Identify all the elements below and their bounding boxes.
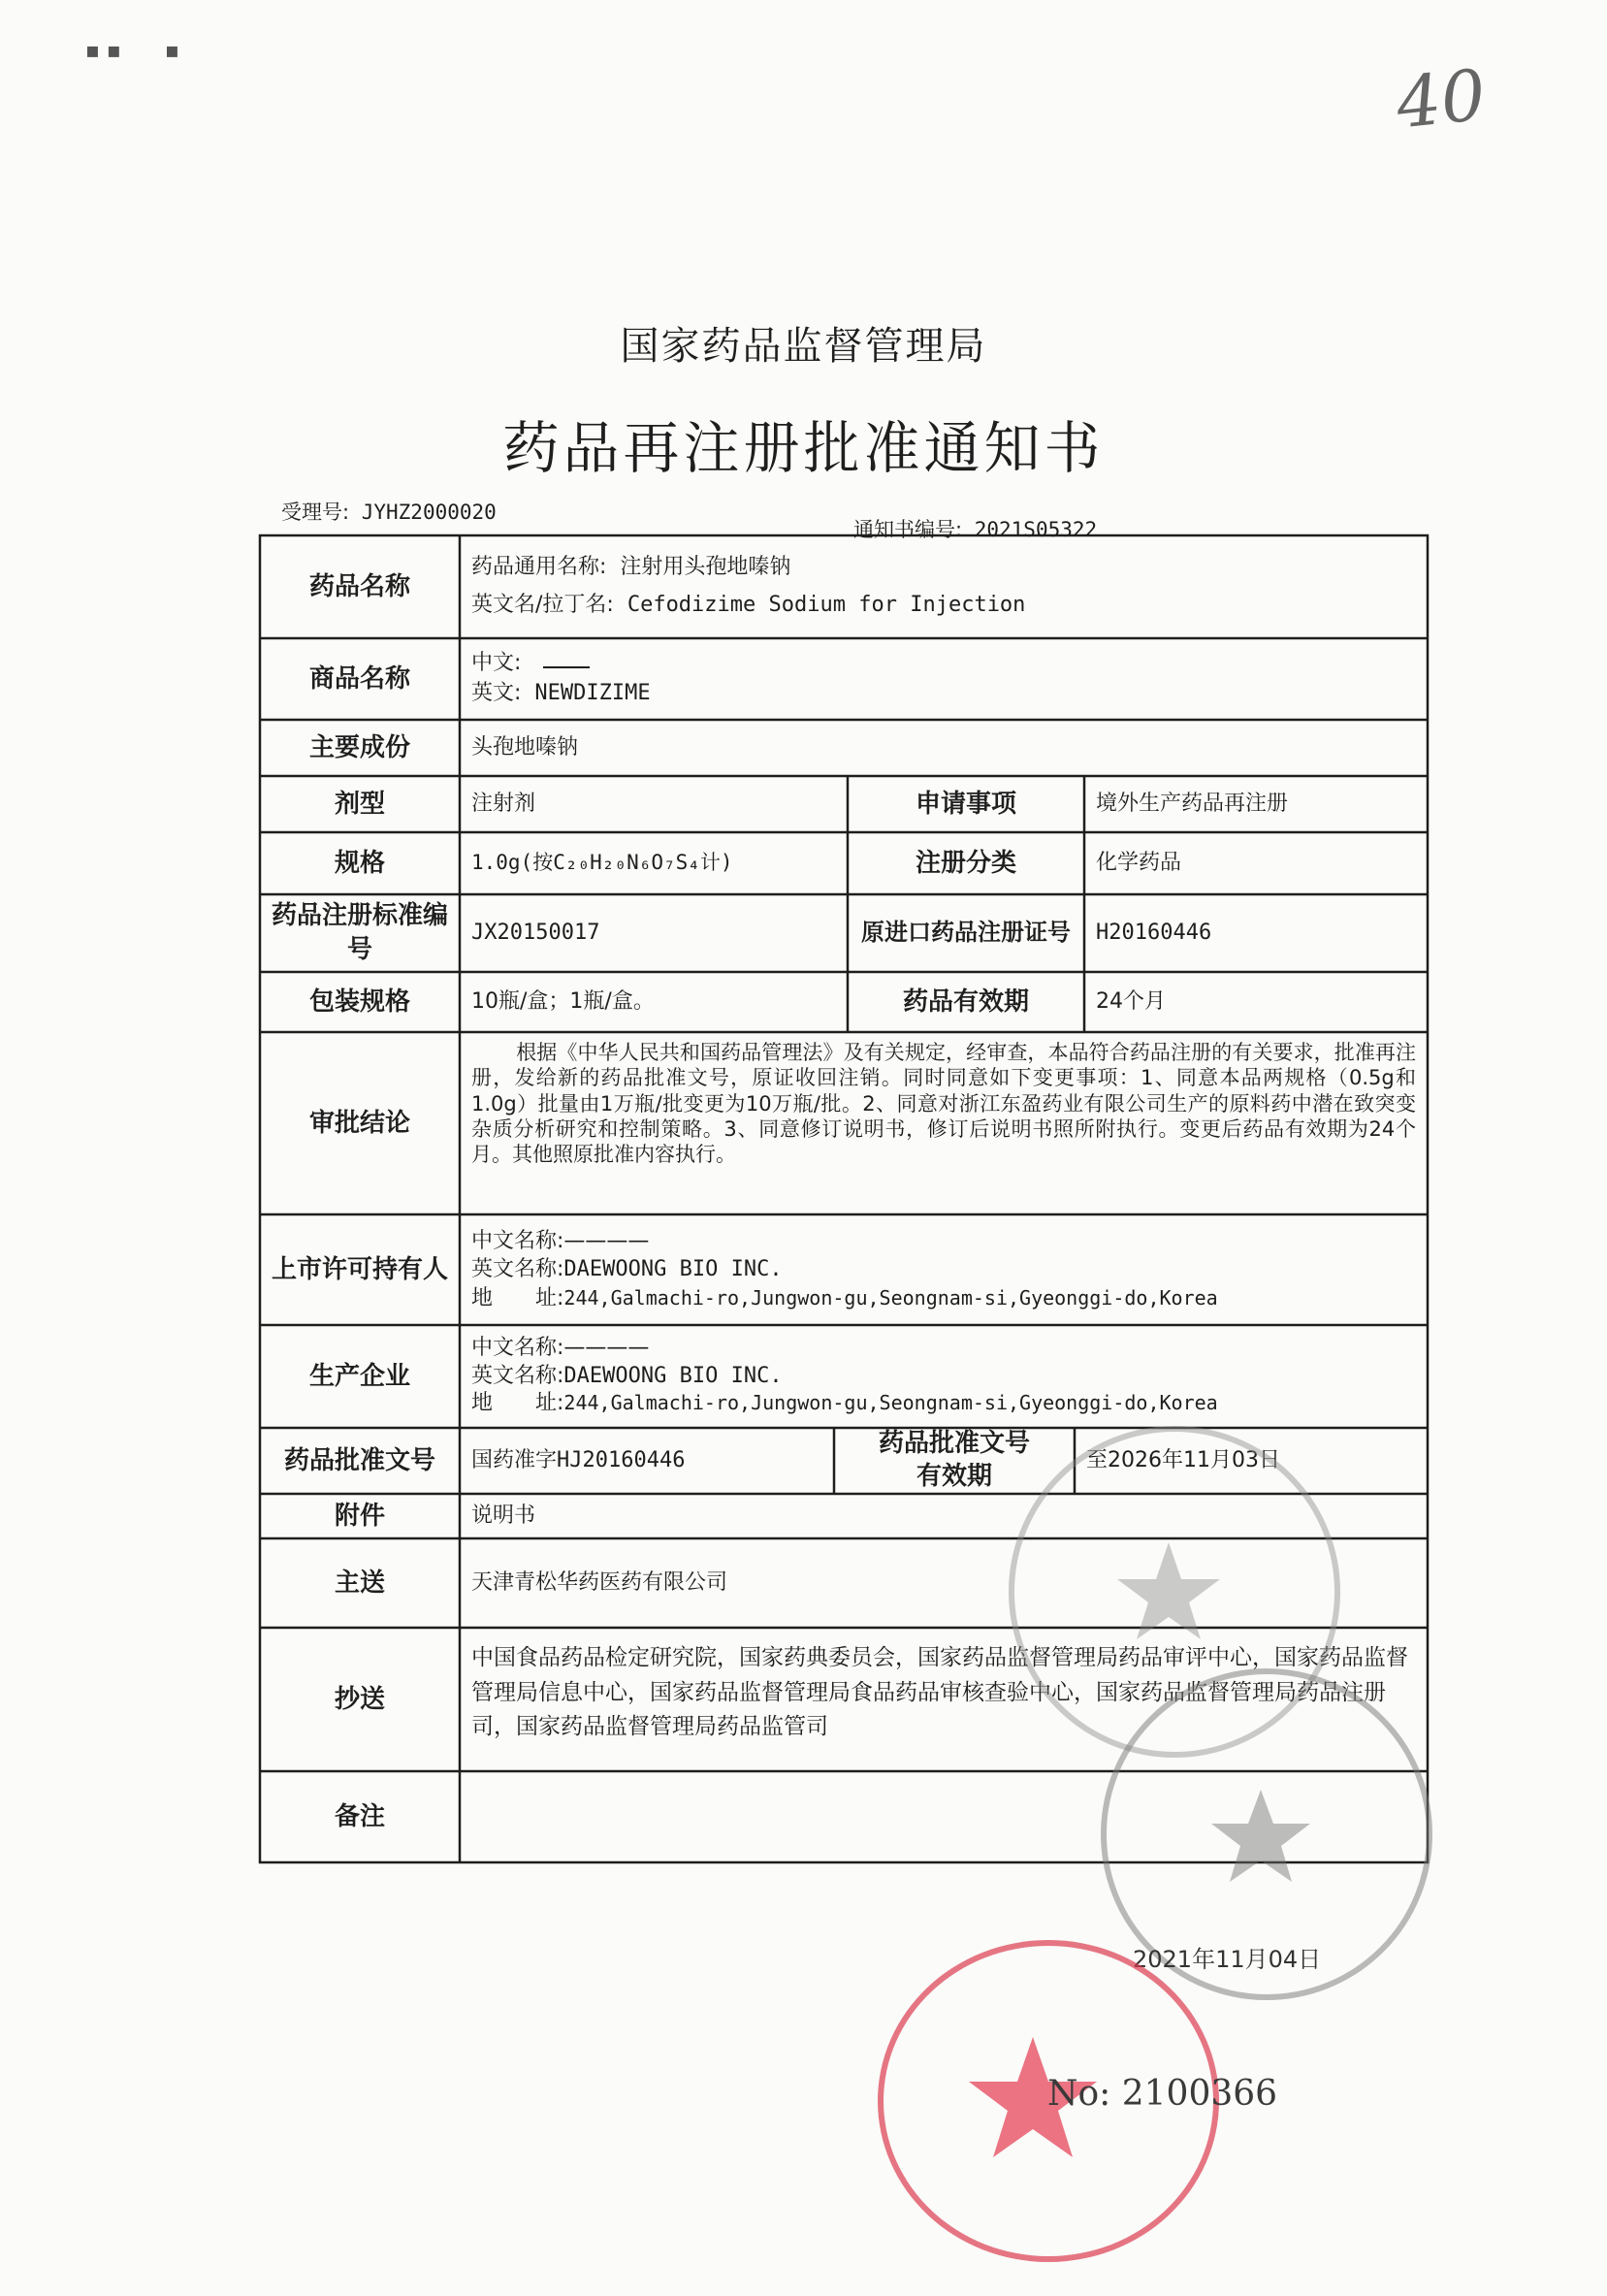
manufacturer-values (460, 1325, 1428, 1428)
attachment-value: 说明书 (471, 1503, 536, 1528)
approval-conclusion-text: 根据《中华人民共和国药品管理法》及有关规定，经审查，本品符合药品注册的有关要求，批准再注册，发给新的药品批准文号，原证收回注销。同时同意如下变更事项：1、同意本品两规格（0.5g和1.0g）批量由1万瓶/批变更为10万瓶/批。2、同意对浙江东盈药业有限公司生产的原料药中潜在致突变杂质分析研究和控制策略。3、同意修订说明书，修订后说明书照所附执行。变更后药品有效期为24个月。其他照原批准内容执行。 (471, 1041, 1416, 1166)
original-import-cert-value: H20160446 (1096, 920, 1212, 945)
manufacturer-en-label: 英文名称: (471, 1363, 564, 1388)
issue-date: 2021年11月04日 (1133, 1946, 1322, 1973)
application-item-value: 境外生产药品再注册 (1096, 791, 1289, 816)
label-dosage-form: 剂型 (334, 789, 385, 819)
notice-label: 通知书编号: (853, 518, 963, 541)
scan-mark: ▪ ▪ (85, 39, 121, 63)
generic-name-line (471, 553, 1428, 583)
trade-name-en-label: 英文: (471, 681, 522, 705)
generic-name-value: 注射用头孢地嗪钠 (620, 555, 791, 580)
drug-name-values (460, 535, 1428, 638)
scan-mark: ▪ (165, 39, 179, 63)
trade-name-en-line (471, 679, 1428, 709)
package-spec-value: 10瓶/盒；1瓶/盒。 (471, 988, 655, 1014)
label-remarks: 备注 (334, 1801, 385, 1831)
notice-value: 2021S05322 (974, 518, 1098, 541)
english-name-value: Cefodizime Sodium for Injection (627, 593, 1026, 617)
manufacturer-en-value: DAEWOONG BIO INC. (563, 1363, 783, 1388)
label-shelf-life: 药品有效期 (902, 986, 1029, 1017)
trade-name-en-value: NEWDIZIME (534, 681, 651, 705)
label-approval-validity-line2: 有效期 (916, 1462, 992, 1491)
holder-address-value: 244,Galmachi-ro,Jungwon-gu,Seongnam-si,Gyeonggi-do,Korea (563, 1285, 1218, 1310)
trade-name-cn-label: 中文: (471, 651, 522, 676)
holder-cn-line (471, 1227, 1428, 1255)
holder-en-label: 英文名称: (471, 1257, 564, 1282)
specification-value: 1.0g(按C₂₀H₂₀N₆O₇S₄计) (471, 851, 733, 875)
holder-address-line (471, 1284, 1428, 1312)
label-trade-name: 商品名称 (308, 663, 410, 694)
label-marketing-holder: 上市许可持有人 (271, 1254, 448, 1284)
label-attachment: 附件 (334, 1501, 385, 1531)
manufacturer-cn-label: 中文名称: (471, 1336, 564, 1361)
ingredient-value: 头孢地嗪钠 (471, 734, 579, 760)
label-approval-validity-line1: 药品批准文号 (878, 1429, 1030, 1459)
label-registration-category: 注册分类 (915, 848, 1016, 878)
handwritten-page-number: 40 (1392, 53, 1490, 145)
approval-number-value: 国药准字HJ20160446 (471, 1447, 686, 1472)
shelf-life-value: 24个月 (1096, 988, 1166, 1014)
manufacturer-address-label: 地 址: (471, 1391, 564, 1416)
manufacturer-address-value: 244,Galmachi-ro,Jungwon-gu,Seongnam-si,Gyeonggi-do,Korea (563, 1391, 1218, 1415)
manufacturer-en-line (471, 1363, 1428, 1391)
label-specification: 规格 (334, 848, 385, 878)
label-package-spec: 包装规格 (308, 986, 410, 1017)
english-name-label: 英文名/拉丁名: (471, 593, 614, 617)
approval-validity-value: 至2026年11月03日 (1086, 1447, 1280, 1472)
label-send-to: 主送 (334, 1568, 385, 1598)
label-approval-conclusion: 审批结论 (308, 1108, 410, 1138)
english-name-line (471, 591, 1428, 621)
holder-address-label: 地 址: (471, 1285, 564, 1310)
label-original-import-cert: 原进口药品注册证号 (861, 919, 1071, 947)
label-registration-standard: 药品注册标准编号 (271, 900, 448, 964)
dosage-form-value: 注射剂 (471, 791, 536, 816)
acceptance-value: JYHZ2000020 (361, 501, 497, 524)
holder-values (460, 1214, 1428, 1325)
registration-standard-value: JX20150017 (471, 920, 600, 945)
trade-name-cn-value (528, 649, 615, 679)
label-approval-number: 药品批准文号 (283, 1445, 435, 1475)
manufacturer-cn-value: ———— (563, 1336, 650, 1361)
trade-name-cn-line (471, 649, 1428, 679)
label-ingredient: 主要成份 (308, 732, 410, 762)
holder-cn-label: 中文名称: (471, 1229, 564, 1254)
copy-to-value: 中国食品药品检定研究院，国家药典委员会，国家药品监督管理局药品审评中心，国家药品监督管理局信息中心，国家药品监督管理局食品药品审核查验中心，国家药品监督管理局药品注册司，国家药品监督管理局药品监管司 (471, 1645, 1408, 1740)
holder-en-value: DAEWOONG BIO INC. (563, 1257, 783, 1282)
agency-name: 国家药品监督管理局 (620, 324, 987, 369)
copy-number: No: 2100366 (1047, 2074, 1278, 2114)
label-copy-to: 抄送 (334, 1684, 385, 1714)
document-title: 药品再注册批准通知书 (502, 415, 1105, 481)
trade-name-values (460, 638, 1428, 720)
registration-category-value: 化学药品 (1096, 850, 1182, 875)
acceptance-label: 受理号: (281, 501, 350, 524)
holder-cn-value: ———— (563, 1229, 650, 1254)
holder-en-line (471, 1255, 1428, 1283)
manufacturer-cn-line (471, 1335, 1428, 1363)
label-application-item: 申请事项 (915, 789, 1016, 819)
send-to-value: 天津青松华药医药有限公司 (471, 1569, 728, 1595)
manufacturer-address-line (471, 1390, 1428, 1418)
generic-name-label: 药品通用名称: (471, 555, 607, 580)
label-drug-name: 药品名称 (308, 571, 410, 601)
label-manufacturer: 生产企业 (308, 1361, 410, 1391)
